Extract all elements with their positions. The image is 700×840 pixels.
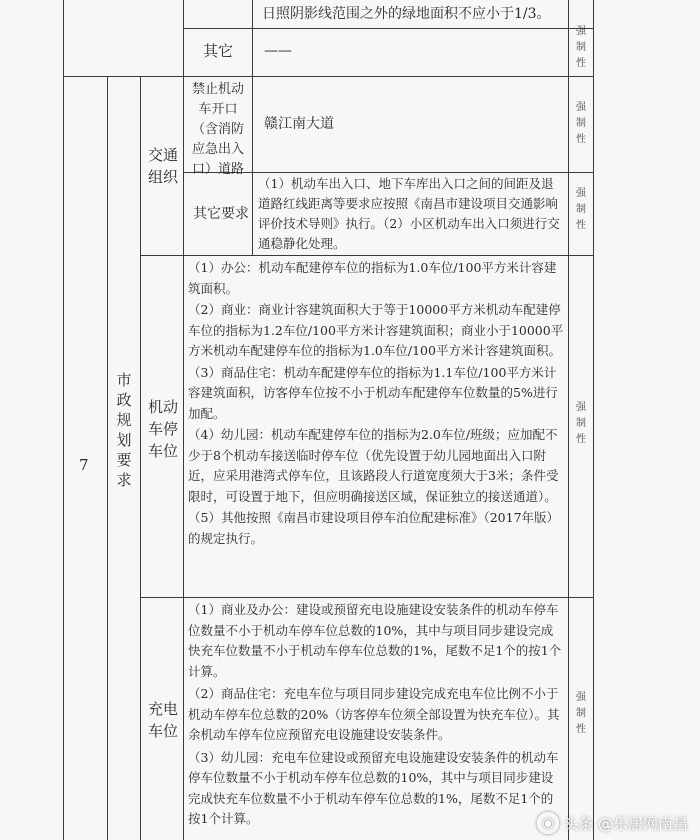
- mandatory-marker: 强 制 性: [576, 102, 586, 145]
- table-border: [183, 0, 184, 840]
- mandatory-marker: 强 制 性: [576, 188, 586, 231]
- table-border: [140, 597, 593, 598]
- list-item: （4）幼儿园：机动车配建停车位的指标为2.0车位/班级；应加配不少于8个机动车接送临时停车位（优先设置于幼儿园地面出入口附近，应采用港湾式停车位，且该路段人行道宽度须大于3米；条件受限时，可设置于地下，但应明确接送区域，保证独立的接送通道）。: [188, 427, 559, 504]
- table-border: [183, 28, 593, 29]
- no-entry-label: 禁止机动车开口（含消防应急出入口）道路: [191, 82, 244, 177]
- parking-items: [188, 258, 564, 549]
- traffic-label: 交通组织: [147, 146, 178, 186]
- table-border: [568, 0, 569, 840]
- table-border: [252, 0, 253, 255]
- table-border: [593, 0, 594, 840]
- mandatory-marker: 强 制 性: [576, 692, 586, 735]
- list-item: （3）幼儿园：充电车位建设或预留充电设施建设安装条件的机动车停车位数量不小于机动车停车位总数的10%，其中与项目同步建设完成快充车位数量不小于机动车停车位总数的1%，尾数不足1个的按1个计算。: [188, 749, 559, 826]
- top-row-text: 日照阴影线范围之外的绿地面积不应小于1/3。: [262, 6, 551, 22]
- charging-items: [188, 600, 564, 840]
- table-border: [63, 0, 64, 840]
- camera-icon: ◉: [537, 812, 559, 834]
- list-item: （5）其他按照《南昌市建设项目停车泊位配建标准》（2017年版）的规定执行。: [188, 510, 560, 546]
- list-item: （2）商业：商业计容建筑面积大于等于10000平方米机动车配建停车位的指标为1.2车位/100平方米计容建筑面积；商业小于10000平方米机动车配建停车位的指标为1.0车位/100平方米计容建筑面积。: [188, 302, 564, 358]
- main-category-label: 市 政 规 划 要 求: [116, 371, 132, 489]
- list-item: （1）办公：机动车配建停车位的指标为1.0车位/100平方米计容建筑面积。: [188, 260, 557, 296]
- watermark: [537, 812, 688, 834]
- table-border: [107, 76, 108, 840]
- row-number: 7: [79, 456, 89, 474]
- other-req-label: 其它要求: [193, 206, 249, 222]
- other-label: 其它: [203, 42, 234, 60]
- other-req-text: （1）机动车出入口、地下车库出入口之间的间距及退道路红线距离等要求应按照《南昌市建设项目交通影响评价技术导则》执行。（2）小区机动车出入口须进行交通稳静化处理。: [258, 176, 560, 251]
- mandatory-marker: 强 制 性: [576, 402, 586, 445]
- list-item: （1）商业及办公：建设或预留充电设施建设安装条件的机动车停车位数量不小于机动车停车位总数的10%，其中与项目同步建设完成快充车位数量不小于机动车停车位总数的1%，尾数不足1个的按1个计算。: [188, 602, 562, 679]
- watermark-text: 头条 @乐居网南昌: [563, 814, 688, 833]
- list-item: （3）商品住宅：机动车配建停车位的指标为1.1车位/100平方米计容建筑面积，访客停车位按不小于机动车配建停车位数量的5%进行加配。: [188, 364, 558, 421]
- parking-label: 机动车停车位: [147, 398, 178, 460]
- table-border: [140, 76, 141, 840]
- table-border: [140, 255, 593, 256]
- other-value: ——: [264, 43, 292, 59]
- no-entry-value: 赣江南大道: [264, 116, 334, 132]
- charging-label: 充电车位: [147, 700, 178, 740]
- mandatory-marker: 强 制 性: [576, 26, 586, 69]
- table-border: [63, 76, 593, 77]
- list-item: （2）商品住宅：充电车位与项目同步建设完成充电车位比例不小于机动车停车位总数的20%（访客停车位须全部设置为快充车位）。其余机动车停车位应预留充电设施建设安装条件。: [188, 686, 560, 742]
